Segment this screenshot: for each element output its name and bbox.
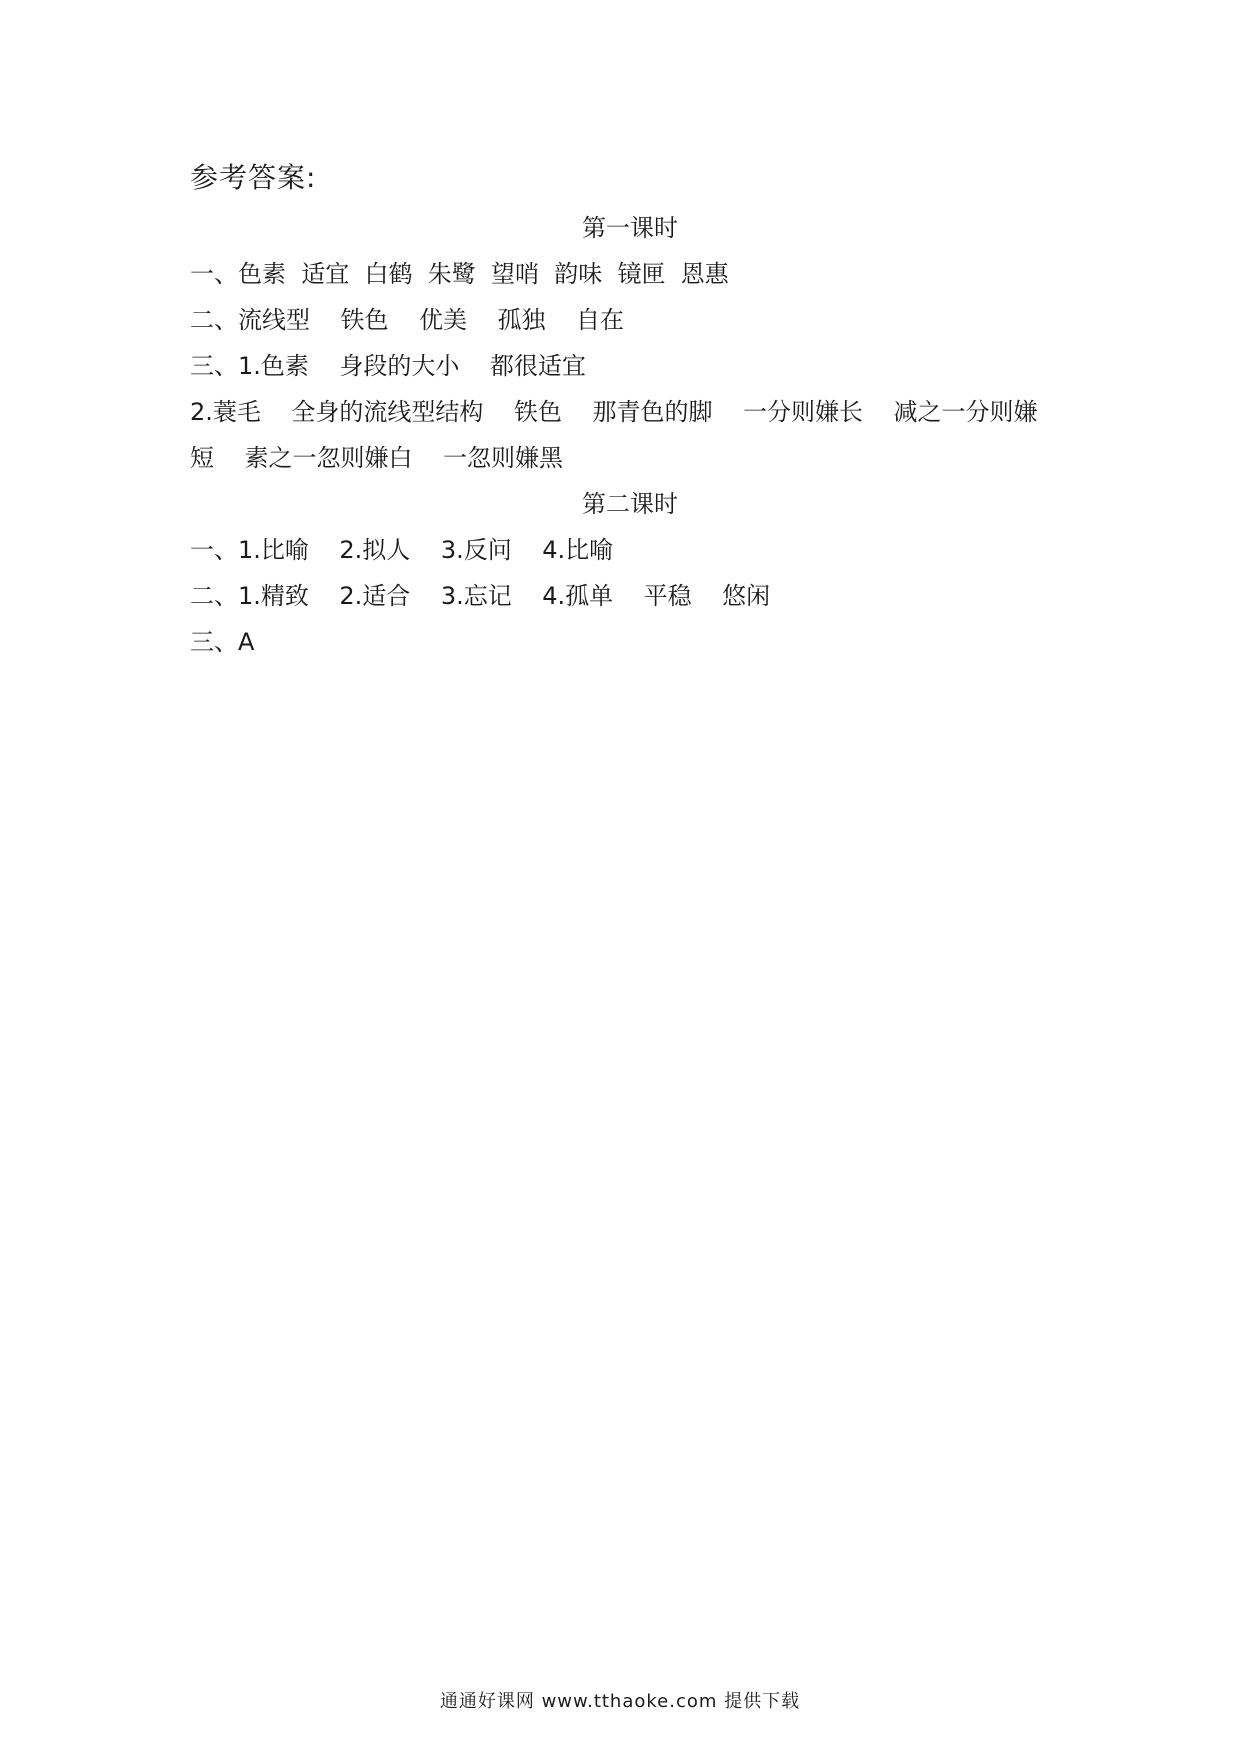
- page-footer: 通通好课网 www.tthaoke.com 提供下载: [439, 1691, 801, 1712]
- answer-line: 三、1.色素 身段的大小 都很适宜: [190, 352, 586, 380]
- answer-line: 二、1.精致 2.适合 3.忘记 4.孤单 平稳 悠闲: [190, 582, 771, 610]
- answer-line: 三、A: [190, 628, 255, 656]
- answer-line: 二、流线型 铁色 优美 孤独 自在: [190, 306, 625, 334]
- answer-line: 短 素之一忽则嫌白 一忽则嫌黑: [190, 444, 564, 472]
- answer-line: 2.蓑毛 全身的流线型结构 铁色 那青色的脚 一分则嫌长 减之一分则嫌: [190, 398, 1038, 426]
- page-heading: 参考答案:: [190, 161, 317, 194]
- answer-line: 一、1.比喻 2.拟人 3.反问 4.比喻: [190, 536, 614, 564]
- section-title-lesson-1: 第一课时: [582, 214, 678, 242]
- answer-content: [190, 205, 1070, 665]
- answer-line: 一、色素 适宜 白鹤 朱鹭 望哨 韵味 镜匣 恩惠: [190, 260, 729, 288]
- section-title-lesson-2: 第二课时: [582, 490, 678, 518]
